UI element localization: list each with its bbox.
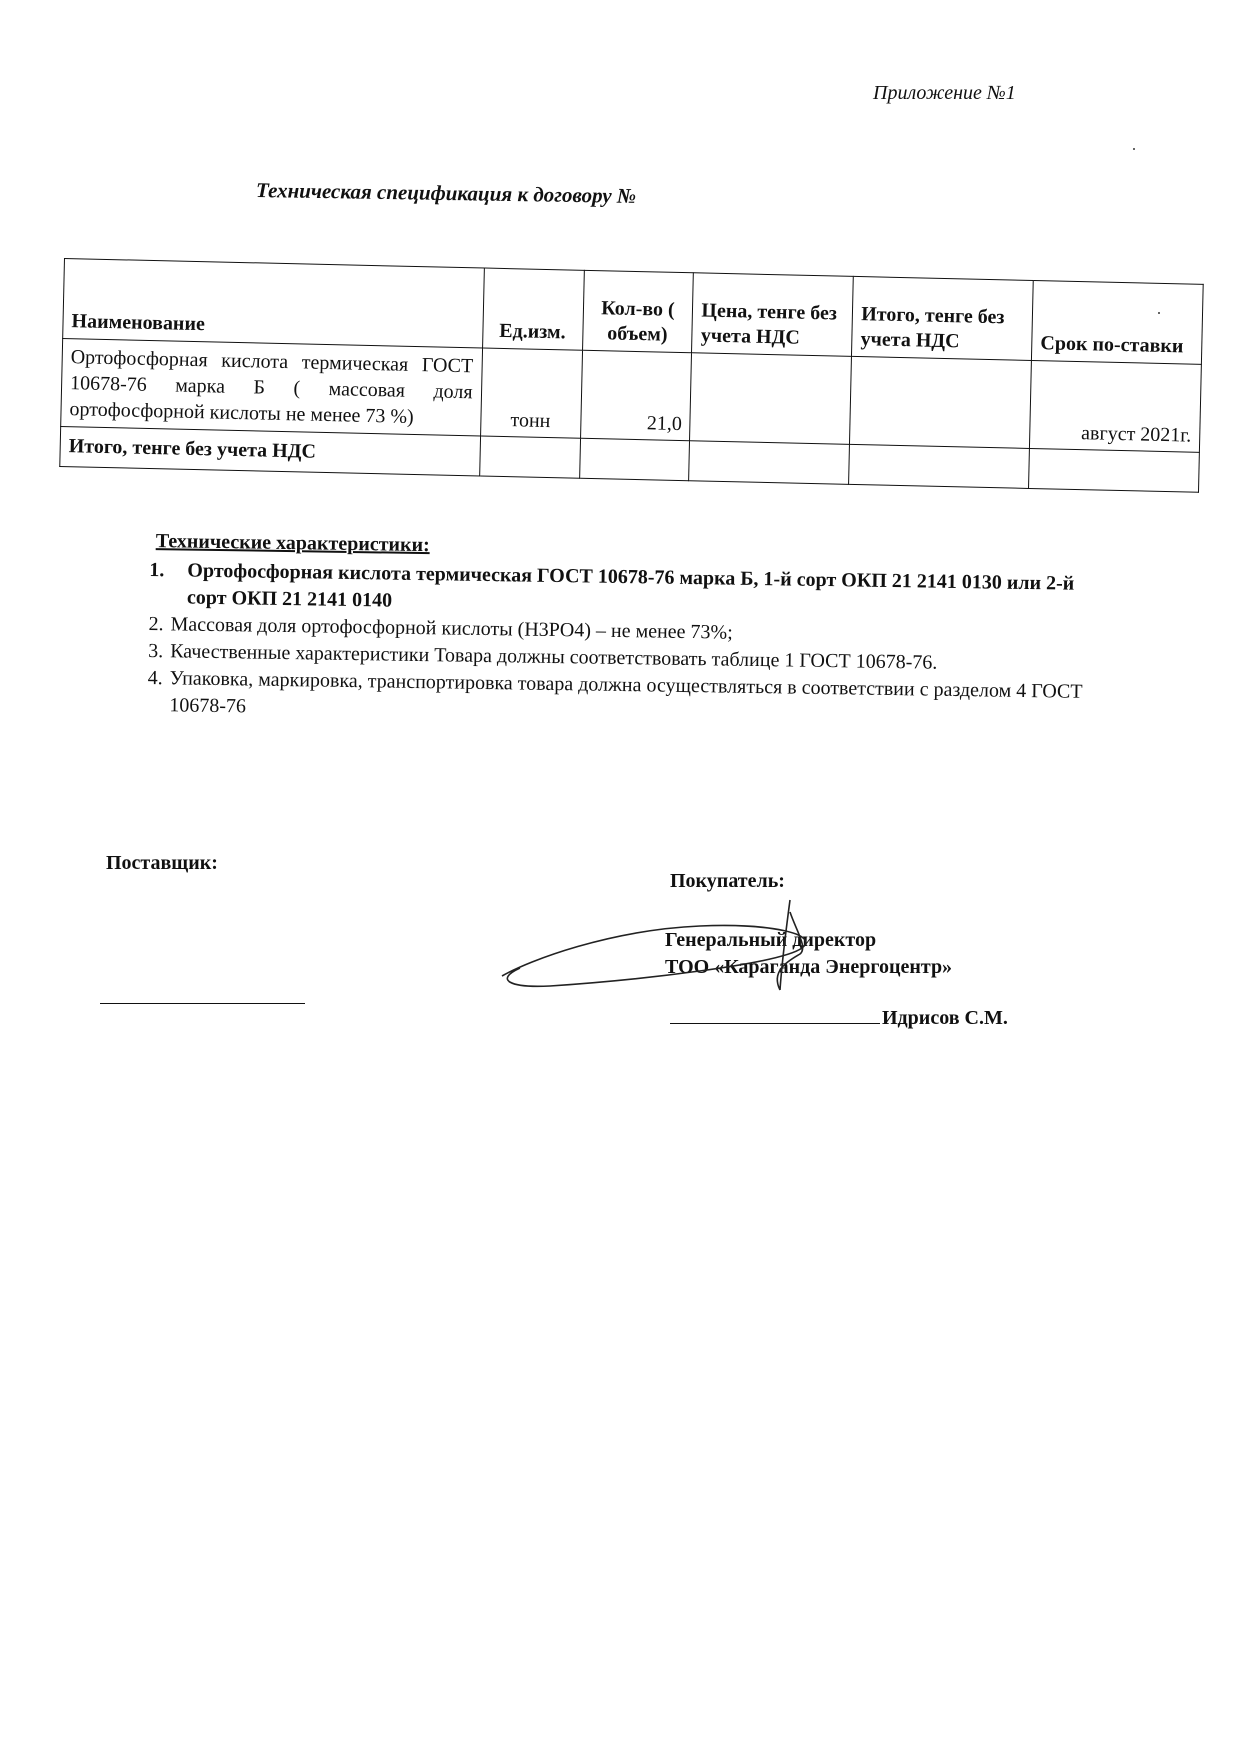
cell-name: Ортофосфорная кислота термическая ГОСТ 10678-76 марка Б ( массовая доля ортофосфорной кислоты не менее 73 %) xyxy=(61,338,482,435)
item-text: Ортофосфорная кислота термическая ГОСТ 10678-76 марка Б, 1-й сорт ОКП 21 2141 0130 или 2-й сорт ОКП 21 2141 0140 xyxy=(186,559,1075,612)
specification-table-wrapper xyxy=(59,258,1203,493)
buyer-position: Генеральный директор xyxy=(665,929,877,951)
total-cell-qty xyxy=(579,438,690,480)
buyer-name: Идрисов С.М. xyxy=(882,1007,1008,1029)
item-number: 4. xyxy=(147,666,163,690)
buyer-label: Покупатель: xyxy=(670,870,785,892)
specification-table xyxy=(59,258,1203,493)
scan-speck xyxy=(1158,312,1160,314)
cell-delivery: август 2021г. xyxy=(1030,360,1202,452)
item-number: 3. xyxy=(148,639,164,663)
item-number: 1. xyxy=(149,558,165,582)
scan-speck xyxy=(1133,148,1135,150)
item-number: 2. xyxy=(148,612,164,636)
header-qty: Кол-во ( объем) xyxy=(582,270,694,352)
characteristics-title: Технические характеристики: xyxy=(155,530,430,557)
cell-price xyxy=(690,353,852,445)
header-total: Итого, тенге без учета НДС xyxy=(852,276,1034,360)
supplier-signature-line xyxy=(100,1003,305,1004)
buyer-signature-line xyxy=(670,1023,880,1024)
item-text: Упаковка, маркировка, транспортировка товара должна осуществляться в соответствии с разделом 4 ГОСТ 10678-76 xyxy=(169,667,1083,718)
item-text: Качественные характеристики Товара должны соответствовать таблице 1 ГОСТ 10678-76. xyxy=(170,640,938,674)
cell-unit: тонн xyxy=(480,348,582,438)
document-title: Техническая спецификация к договору № xyxy=(255,178,637,208)
handwritten-signature xyxy=(490,890,910,1010)
item-text: Массовая доля ортофосфорной кислоты (H3PO4) – не менее 73%; xyxy=(170,613,733,644)
appendix-label: Приложение №1 xyxy=(873,82,1016,104)
buyer-company: ТОО «Караганда Энергоцентр» xyxy=(665,956,953,978)
header-delivery: Срок по-ставки xyxy=(1032,280,1204,364)
supplier-label: Поставщик: xyxy=(106,852,218,874)
total-label: Итого, тенге без учета НДС xyxy=(60,426,480,476)
header-name: Наименование xyxy=(63,259,484,348)
total-cell-total xyxy=(849,444,1030,488)
total-cell-unit xyxy=(479,436,580,478)
total-cell-price xyxy=(689,441,850,485)
cell-total xyxy=(850,356,1032,448)
total-cell-delivery xyxy=(1029,448,1200,492)
header-price: Цена, тенге без учета НДС xyxy=(692,273,854,357)
technical-characteristics xyxy=(147,528,1090,733)
header-unit: Ед.изм. xyxy=(482,268,584,350)
cell-qty: 21,0 xyxy=(580,350,692,440)
